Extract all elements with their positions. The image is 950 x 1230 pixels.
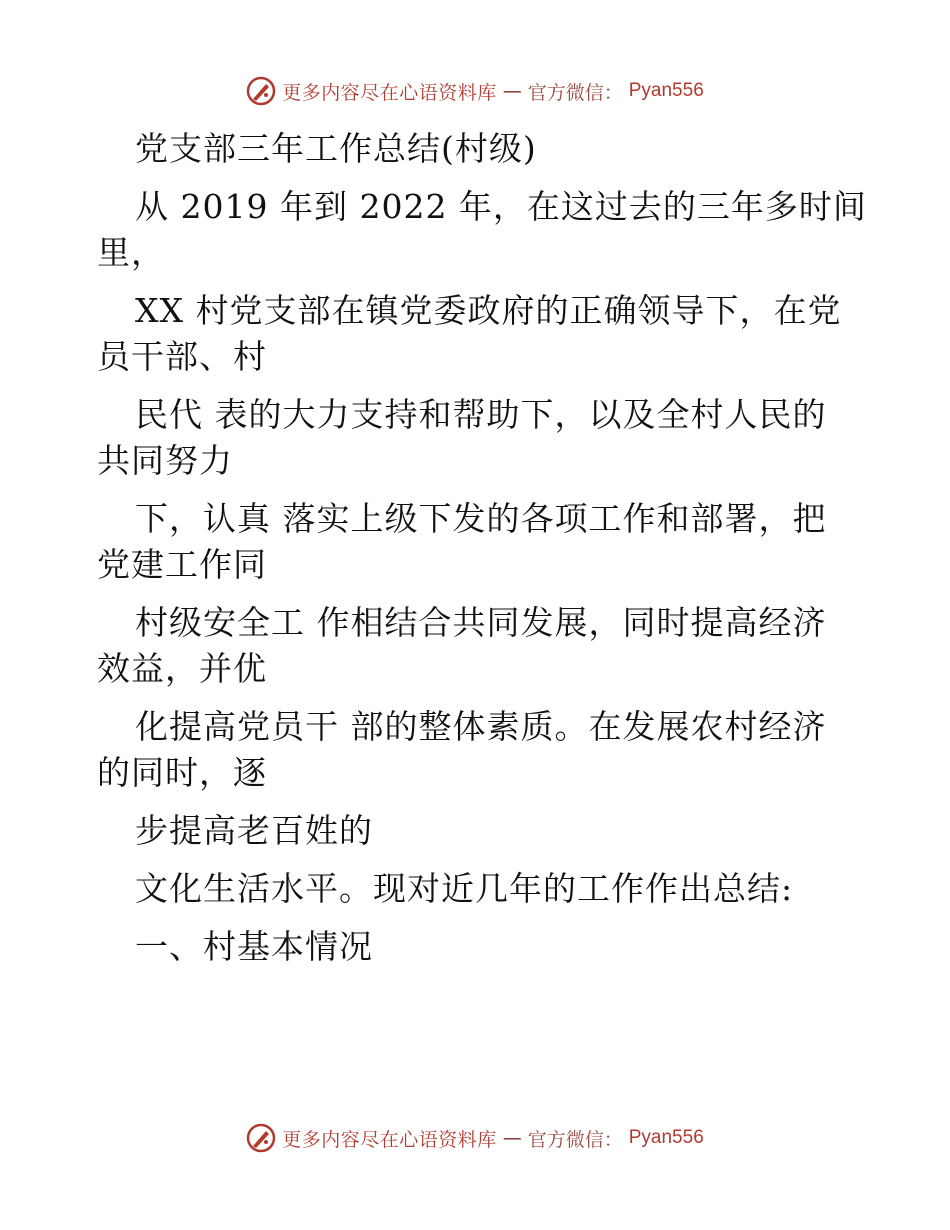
watermark-id: Pyan556 [628,1127,704,1148]
text-line: 民代 表的大力支持和帮助下，以及全村人民的 [135,395,827,434]
watermark-separator: — [502,1127,522,1149]
watermark-text: 更多内容尽在心语资料库 [282,81,497,104]
text-line: 化提高党员干 部的整体素质。在发展农村经济 [135,707,827,746]
section-heading: 一、村基本情况 [135,927,373,966]
footer-watermark [0,1123,950,1153]
text-line: 步提高老百姓的 [135,811,373,850]
text-line: XX 村党支部在镇党委政府的正确领导下，在党 [135,291,842,330]
text-line: 的同时，逐 [97,753,267,792]
watermark-text: 更多内容尽在心语资料库 [282,1128,497,1151]
watermark-sub: 官方微信： [527,1128,623,1151]
text-line: 共同努力 [97,441,233,480]
pen-logo-icon [246,1123,276,1153]
watermark-separator: — [502,80,522,102]
text-line: 从 2019 年到 2022 年，在这过去的三年多时间 [135,187,867,226]
text-line: 员干部、村 [97,337,267,376]
document-title: 党支部三年工作总结(村级) [135,129,537,168]
pen-logo-icon [246,76,276,106]
header-watermark [0,76,950,106]
text-line: 文化生活水平。现对近几年的工作作出总结: [135,869,794,908]
text-line: 村级安全工 作相结合共同发展，同时提高经济 [135,603,827,642]
watermark-id: Pyan556 [628,80,704,101]
watermark-sub: 官方微信： [527,81,623,104]
document-body [97,120,867,976]
text-line: 效益，并优 [97,649,267,688]
text-line: 党建工作同 [97,545,267,584]
text-line: 下，认真 落实上级下发的各项工作和部署，把 [135,499,827,538]
text-line: 里， [97,233,165,272]
